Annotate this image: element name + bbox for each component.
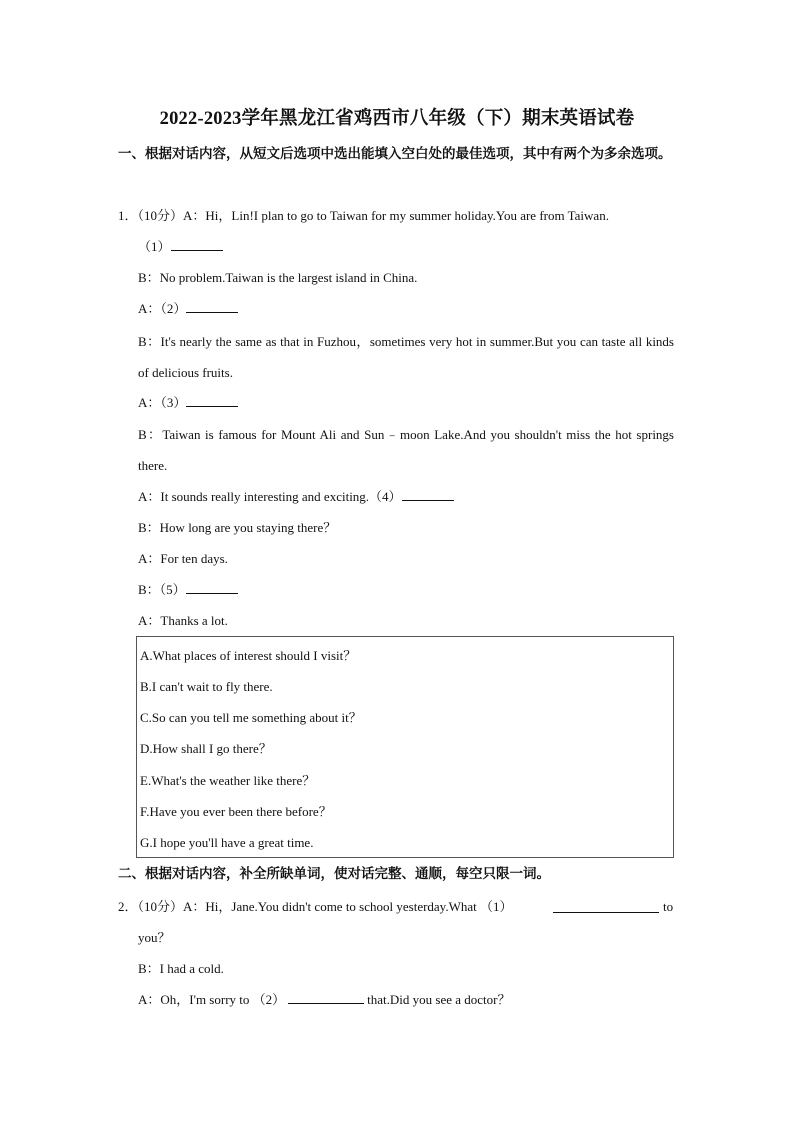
- q2-line-3: B：I had a cold.: [138, 961, 224, 976]
- answer-blank-2[interactable]: [186, 300, 238, 313]
- q2-number: 2．: [118, 899, 138, 914]
- q1-line-10: A：For ten days.: [138, 551, 228, 566]
- option-a: A.What places of interest should I visit？: [140, 648, 357, 663]
- options-box: [136, 636, 674, 858]
- section-2-heading: 二、根据对话内容，补全所缺单词，使对话完整、通顺，每空只限一词。: [118, 866, 550, 882]
- q1-line-9: B：How long are you staying there？: [138, 520, 337, 535]
- q2-line-4-start: A：Oh，I'm sorry to （2）: [138, 992, 286, 1007]
- q1-points: （10分）: [137, 208, 184, 223]
- q1-blank-1-line: [138, 238, 223, 256]
- answer-blank-1[interactable]: [171, 238, 223, 251]
- answer-blank-5[interactable]: [186, 581, 238, 594]
- q2-line-4: [138, 991, 510, 1009]
- q2-line-4-end: that.Did you see a doctor？: [367, 992, 511, 1007]
- answer-blank-3[interactable]: [186, 394, 238, 407]
- option-d: D.How shall I go there？: [140, 741, 272, 756]
- q2-line-1: A：Hi，Jane.You didn't come to school yesterday.What （1）: [183, 899, 513, 914]
- option-g: G.I hope you'll have a great time.: [140, 835, 314, 850]
- option-b: B.I can't wait to fly there.: [140, 679, 273, 694]
- q1-blank-2-line: [138, 300, 238, 318]
- q1-first-line: [118, 207, 609, 225]
- q1-blank-3-line: [138, 394, 238, 412]
- option-c: C.So can you tell me something about it？: [140, 710, 362, 725]
- q1-line-7: B：Taiwan is famous for Mount Ali and Sun﹣moon Lake.And you shouldn't miss the hot springs there.: [138, 427, 674, 473]
- q1-line-12: A：Thanks a lot.: [138, 613, 228, 628]
- answer-blank-4[interactable]: [402, 488, 454, 501]
- q2-line-2: you？: [138, 930, 171, 945]
- q2-line-1-end: to: [663, 899, 674, 914]
- blank-label-5: B：（5）: [138, 582, 186, 597]
- q1-blank-5-line: [138, 581, 238, 599]
- q1-blank-4-line: [138, 488, 454, 506]
- blank-label-2: A：（2）: [138, 301, 187, 316]
- section-1-heading: 一、根据对话内容，从短文后选项中选出能填入空白处的最佳选项，其中有两个为多余选项。: [118, 146, 672, 162]
- blank-label-1: （1）: [138, 239, 171, 254]
- q2-first-line: [118, 898, 513, 916]
- q1-line-3: B：No problem.Taiwan is the largest island in China.: [138, 270, 418, 285]
- blank-label-3: A：（3）: [138, 395, 187, 410]
- page-title: 2022-2023学年黑龙江省鸡西市八年级（下）期末英语试卷: [159, 109, 635, 129]
- q1-line-1: A：Hi，Lin!I plan to go to Taiwan for my summer holiday.You are from Taiwan.: [183, 208, 609, 223]
- option-e: E.What's the weather like there？: [140, 773, 316, 788]
- q1-line-5: B：It's nearly the same as that in Fuzhou，sometimes very hot in summer.But you can taste all kinds of delicious fruits.: [138, 334, 674, 380]
- q2-answer-blank-1[interactable]: [553, 900, 659, 913]
- option-f: F.Have you ever been there before？: [140, 804, 332, 819]
- q2-answer-blank-2[interactable]: [288, 991, 364, 1004]
- q1-number: 1．: [118, 208, 138, 223]
- blank-label-4: A：It sounds really interesting and exciting.（4）: [138, 489, 402, 504]
- q2-points: （10分）: [137, 899, 184, 914]
